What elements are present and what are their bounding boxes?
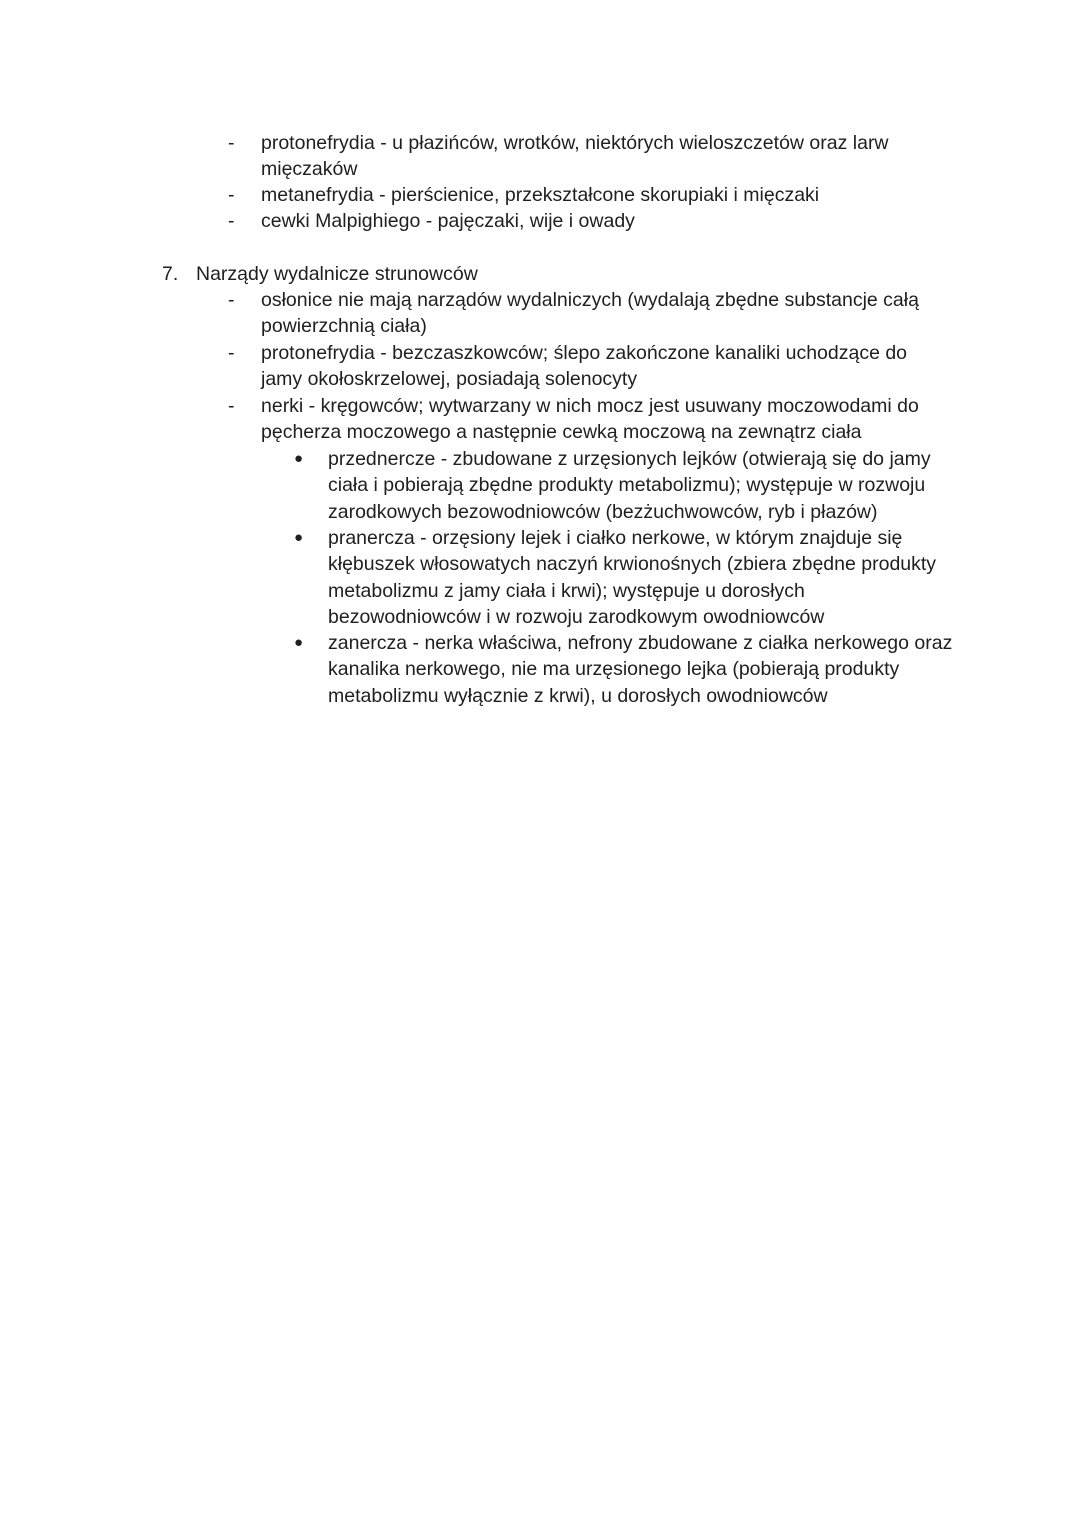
section-title: Narządy wydalnicze strunowców [196, 263, 478, 285]
bullet-item-pranercza [292, 525, 960, 630]
list-item-text: osłonice nie mają narządów wydalniczych (wydalają zbędne substancje całą powierzchnią ciała) [261, 289, 919, 338]
list-item-text: metanefrydia - pierścienice, przekształcone skorupiaki i mięczaki [261, 184, 820, 206]
section-number: 7. [162, 263, 179, 285]
dash-marker: - [228, 289, 235, 311]
bullet-icon: ● [294, 450, 304, 467]
list-item-metanefrydia [228, 182, 948, 208]
dash-marker: - [228, 184, 235, 206]
dash-marker: - [228, 210, 235, 232]
bullet-item-text: pranercza - orzęsiony lejek i ciałko nerkowe, w którym znajduje się kłębuszek włosowatych naczyń krwionośnych (zbiera zbędne produkty metabolizmu z jamy ciała i krwi); występuje u dorosłych bezowodniowców i w rozwoju zarodkowym owodniowców [328, 527, 937, 628]
bullet-item-przednercze [292, 446, 960, 525]
list-item-protonefrydia [228, 130, 948, 183]
list-item-text: cewki Malpighiego - pajęczaki, wije i owady [261, 210, 635, 232]
list-item-oslonice [228, 287, 948, 340]
dash-marker: - [228, 395, 235, 417]
list-item-nerki [228, 393, 948, 446]
dash-marker: - [228, 132, 235, 154]
list-item-cewki-malpighiego [228, 208, 948, 234]
bullet-icon: ● [294, 634, 304, 651]
dash-marker: - [228, 342, 235, 364]
list-item-text: nerki - kręgowców; wytwarzany w nich mocz jest usuwany moczowodami do pęcherza moczowego a następnie cewką moczową na zewnątrz ciała [261, 395, 919, 444]
section-heading [162, 261, 942, 287]
bullet-icon: ● [294, 529, 304, 546]
list-item-text: protonefrydia - bezczaszkowców; ślepo zakończone kanaliki uchodzące do jamy okołoskrzelowej, posiadają solenocyty [261, 342, 908, 391]
bullet-item-text: zanercza - nerka właściwa, nefrony zbudowane z ciałka nerkowego oraz kanalika nerkowego, nie ma urzęsionego lejka (pobierają produkty metabolizmu wyłącznie z krwi), u dorosłych owodniowców [328, 632, 953, 707]
bullet-item-zanercza [292, 630, 960, 709]
list-item-text: protonefrydia - u płazińców, wrotków, niektórych wieloszczetów oraz larw mięczaków [261, 132, 889, 181]
bullet-item-text: przednercze - zbudowane z urzęsionych lejków (otwierają się do jamy ciała i pobierają zbędne produkty metabolizmu); występuje w rozwoju zarodkowych bezowodniowców (bezżuchwowców, ryb i płazów) [328, 448, 931, 523]
list-item-protonefrydia-bezczaszkowcow [228, 340, 948, 393]
